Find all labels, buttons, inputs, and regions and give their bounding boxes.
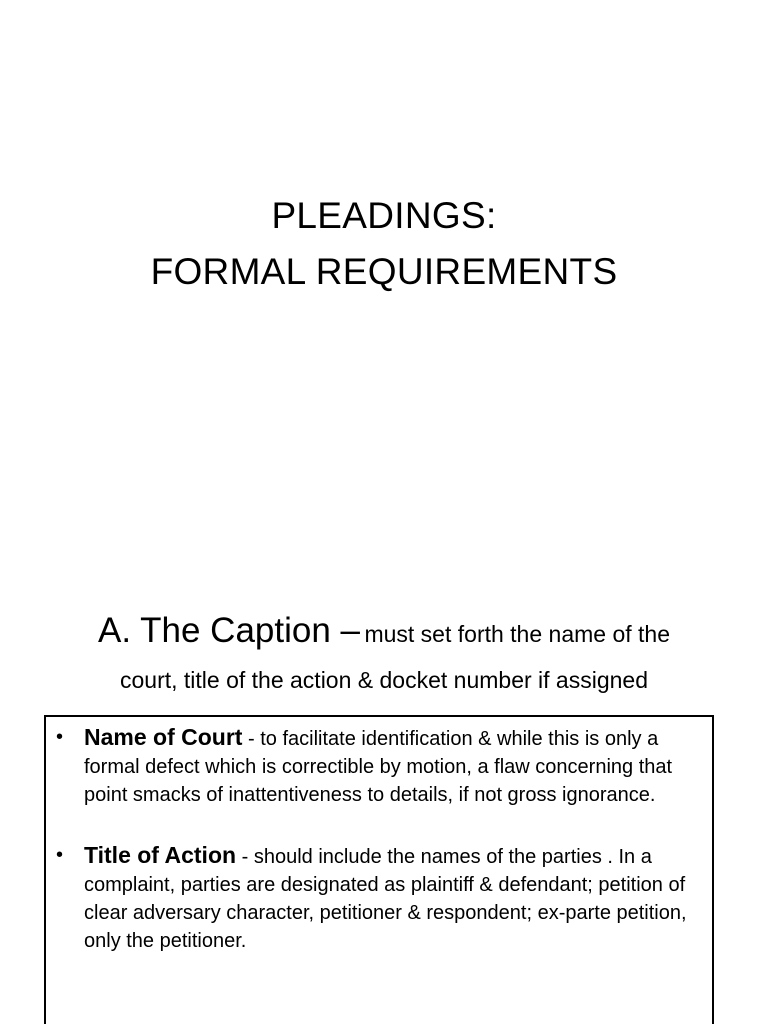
bullet-icon: •: [56, 726, 64, 748]
caption-section-heading: [20, 606, 748, 697]
bullet-term-title-of-action: Title of Action: [84, 842, 237, 868]
caption-heading-line-1: [20, 606, 748, 663]
slide-title-line-2: FORMAL REQUIREMENTS: [150, 251, 618, 292]
bullet-icon: •: [56, 844, 64, 866]
requirements-list: [54, 723, 704, 987]
caption-heading-intro-1: must set forth the name of the: [364, 621, 671, 647]
bullet-text-title-of-action: - should include the names of the parties . In a complaint, parties are designated as plaintiff & defendant; petition of clear adversary character, petitioner & respondent; ex-parte petition, only the petitioner.: [84, 846, 687, 952]
slide-title-line-1: PLEADINGS:: [271, 195, 497, 236]
list-item-title-of-action: [54, 841, 704, 955]
caption-heading-title: A. The Caption –: [97, 611, 360, 650]
slide-title: [0, 188, 768, 300]
requirements-box: [44, 715, 714, 1024]
bullet-term-name-of-court: Name of Court: [84, 724, 243, 750]
bullet-text-name-of-court: - to facilitate identification & while this is only a formal defect which is correctible by motion, a flaw concerning that point smacks of inattentiveness to details, if not gross ignorance.: [84, 728, 673, 806]
list-item-name-of-court: [54, 723, 704, 809]
caption-heading-intro-2: court, title of the action & docket number if assigned: [119, 667, 648, 693]
